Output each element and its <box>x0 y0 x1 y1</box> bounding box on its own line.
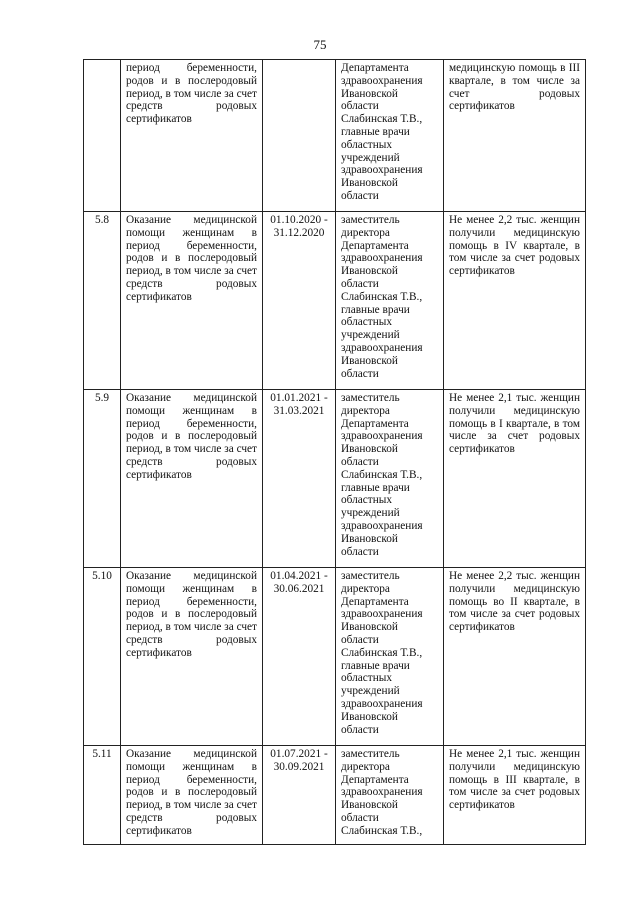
result-text: Не менее 2,2 тыс. женщин получили медицинскую помощь в IV квартале, в том числе за счет родовых сертификатов <box>444 212 586 390</box>
result-text: Не менее 2,1 тыс. женщин получили медицинскую помощь в I квартале, в том числе за счет родовых сертификатов <box>444 390 586 568</box>
measure-text: Оказание медицинской помощи женщинам в период беременности, родов и в послеродовый период, в том числе за счет средств родовых сертификатов <box>121 212 263 390</box>
period-dates: 01.07.2021 - 30.09.2021 <box>263 746 336 845</box>
row-number: 5.10 <box>84 568 121 746</box>
responsible-text: Департамента здравоохранения Ивановской области Слабинская Т.В., главные врачи областных учреждений здравоохранения Ивановской области <box>336 60 444 212</box>
row-number: 5.9 <box>84 390 121 568</box>
result-text: медицинскую помощь в III квартале, в том числе за счет родовых сертификатов <box>444 60 586 212</box>
period-dates: 01.10.2020 - 31.12.2020 <box>263 212 336 390</box>
row-number <box>84 60 121 212</box>
row-number: 5.8 <box>84 212 121 390</box>
responsible-text: заместитель директора Департамента здравоохранения Ивановской области Слабинская Т.В., главные врачи областных учреждений здравоохранения Ивановской области <box>336 568 444 746</box>
table-row <box>84 746 586 845</box>
row-number: 5.11 <box>84 746 121 845</box>
measure-text: Оказание медицинской помощи женщинам в период беременности, родов и в послеродовый период, в том числе за счет средств родовых сертификатов <box>121 390 263 568</box>
page-number: 75 <box>313 37 327 52</box>
responsible-text: заместитель директора Департамента здравоохранения Ивановской области Слабинская Т.В., <box>336 746 444 845</box>
period-dates: 01.01.2021 - 31.03.2021 <box>263 390 336 568</box>
measures-table <box>83 59 586 845</box>
table-row <box>84 390 586 568</box>
period-dates: 01.04.2021 - 30.06.2021 <box>263 568 336 746</box>
result-text: Не менее 2,1 тыс. женщин получили медицинскую помощь в III квартале, в том числе за счет родовых сертификатов <box>444 746 586 845</box>
measure-text: Оказание медицинской помощи женщинам в период беременности, родов и в послеродовый период, в том числе за счет средств родовых сертификатов <box>121 746 263 845</box>
measure-text: период беременности, родов и в послеродовый период, в том числе за счет средств родовых сертификатов <box>121 60 263 212</box>
table-row <box>84 60 586 212</box>
responsible-text: заместитель директора Департамента здравоохранения Ивановской области Слабинская Т.В., главные врачи областных учреждений здравоохранения Ивановской области <box>336 390 444 568</box>
table-row <box>84 212 586 390</box>
result-text: Не менее 2,2 тыс. женщин получили медицинскую помощь во II квартале, в том числе за счет родовых сертификатов <box>444 568 586 746</box>
measure-text: Оказание медицинской помощи женщинам в период беременности, родов и в послеродовый период, в том числе за счет средств родовых сертификатов <box>121 568 263 746</box>
period-dates <box>263 60 336 212</box>
table-row <box>84 568 586 746</box>
responsible-text: заместитель директора Департамента здравоохранения Ивановской области Слабинская Т.В., главные врачи областных учреждений здравоохранения Ивановской области <box>336 212 444 390</box>
